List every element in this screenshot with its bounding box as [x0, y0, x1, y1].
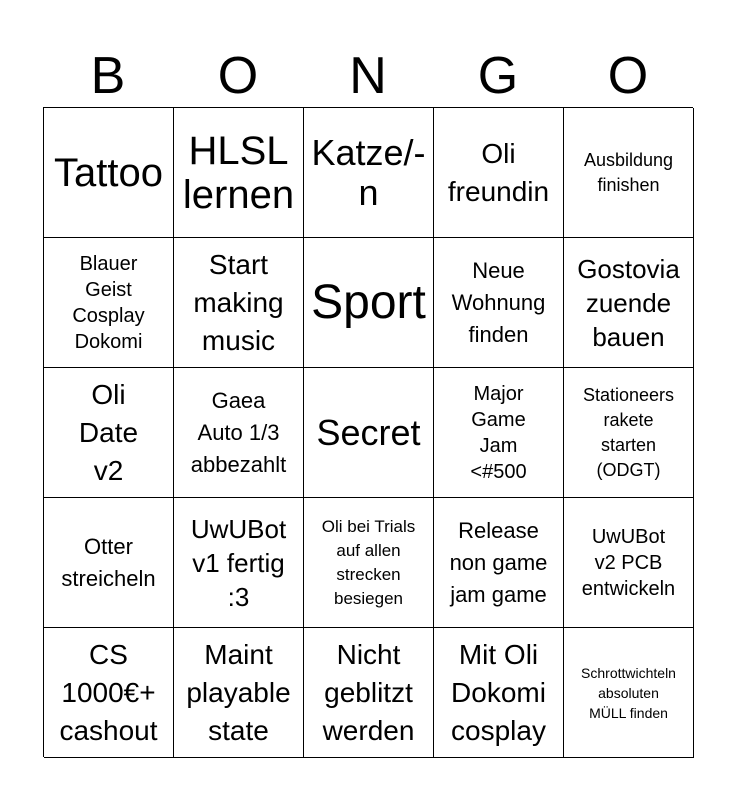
bingo-cell[interactable]: Major Game Jam <#500 — [434, 368, 564, 498]
bingo-cell[interactable]: Sport — [304, 238, 434, 368]
bingo-header — [43, 46, 693, 106]
bingo-cell[interactable]: Maint playable state — [174, 628, 304, 758]
header-letter-5: O — [607, 47, 649, 105]
bingo-cell[interactable]: Start making music — [174, 238, 304, 368]
bingo-cell[interactable]: Secret — [304, 368, 434, 498]
bingo-cell[interactable]: Nicht geblitzt werden — [304, 628, 434, 758]
bingo-cell[interactable]: Oli Date v2 — [44, 368, 174, 498]
header-letter-1: B — [90, 47, 126, 105]
bingo-cell[interactable]: Otter streicheln — [44, 498, 174, 628]
bingo-cell[interactable]: CS 1000€+ cashout — [44, 628, 174, 758]
bingo-cell[interactable]: Blauer Geist Cosplay Dokomi — [44, 238, 174, 368]
bingo-cell[interactable]: Mit Oli Dokomi cosplay — [434, 628, 564, 758]
bingo-cell[interactable]: Schrottwichteln absoluten MÜLL finden — [564, 628, 694, 758]
bingo-cell[interactable]: HLSL lernen — [174, 108, 304, 238]
bingo-cell[interactable]: Gostovia zuende bauen — [564, 238, 694, 368]
bingo-cell[interactable]: Ausbildung finishen — [564, 108, 694, 238]
bingo-cell[interactable]: Katze/- n — [304, 108, 434, 238]
bingo-cell[interactable]: Oli freundin — [434, 108, 564, 238]
bingo-cell[interactable]: Oli bei Trials auf allen strecken besiegen — [304, 498, 434, 628]
header-letter-2: O — [217, 47, 259, 105]
bingo-cell[interactable]: UwUBot v1 fertig :3 — [174, 498, 304, 628]
bingo-cell[interactable]: Tattoo — [44, 108, 174, 238]
header-letter-3: N — [349, 47, 387, 105]
bingo-card-grid — [43, 107, 693, 757]
header-letter-4: G — [477, 47, 519, 105]
bingo-cell[interactable]: Gaea Auto 1/3 abbezahlt — [174, 368, 304, 498]
bingo-cell[interactable]: UwUBot v2 PCB entwickeln — [564, 498, 694, 628]
bingo-cell[interactable]: Stationeers rakete starten (ODGT) — [564, 368, 694, 498]
bingo-cell[interactable]: Neue Wohnung finden — [434, 238, 564, 368]
bingo-cell[interactable]: Release non game jam game — [434, 498, 564, 628]
